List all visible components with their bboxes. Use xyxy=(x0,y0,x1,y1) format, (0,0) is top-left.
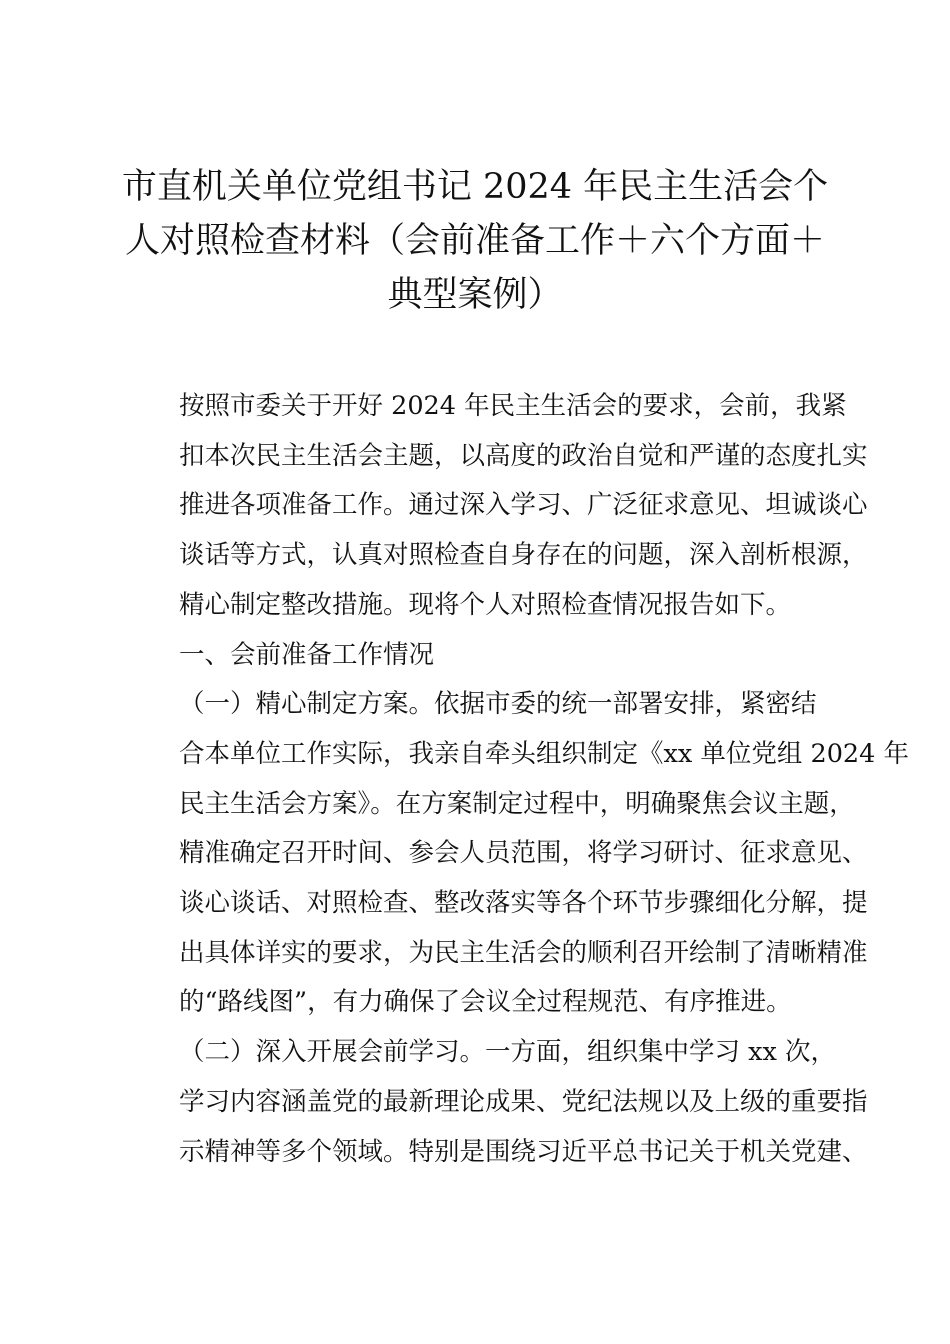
text-line: 扣本次民主生活会主题，以高度的政治自觉和严谨的态度扎实 xyxy=(179,440,868,471)
text-line: 谈话等方式，认真对照检查自身存在的问题，深入剖析根源， xyxy=(179,540,868,571)
text-line: （二）深入开展会前学习。一方面，组织集中学习 xx 次， xyxy=(179,1037,836,1068)
text-line: 学习内容涵盖党的最新理论成果、党纪法规以及上级的重要指 xyxy=(179,1086,868,1117)
subsection-paragraph-plan xyxy=(128,680,909,1028)
text-line: 精心制定整改措施。现将个人对照检查情况报告如下。 xyxy=(179,589,792,620)
title-line: 市直机关单位党组书记 2024 年民主生活会个 xyxy=(121,167,829,207)
text-line: 精准确定召开时间、参会人员范围，将学习研讨、征求意见、 xyxy=(179,838,868,869)
text-line: 推进各项准备工作。通过深入学习、广泛征求意见、坦诚谈心 xyxy=(179,490,868,521)
section-heading xyxy=(128,631,834,681)
text-line: 合本单位工作实际，我亲自牵头组织制定《xx 单位党组 2024 年 xyxy=(179,738,909,769)
text-line: 谈心谈话、对照检查、整改落实等各个环节步骤细化分解，提 xyxy=(179,888,868,919)
text-line: 民主生活会方案》。在方案制定过程中，明确聚焦会议主题， xyxy=(179,788,855,819)
intro-paragraph xyxy=(128,382,868,631)
text-line: （一）精心制定方案。依据市委的统一部署安排，紧密结 xyxy=(179,689,817,720)
title-line: 典型案例） xyxy=(387,275,563,315)
text-line: 出具体详实的要求，为民主生活会的顺利召开绘制了清晰精准 xyxy=(179,937,868,968)
text-line: 的“路线图”，有力确保了会议全过程规范、有序推进。 xyxy=(179,987,792,1018)
document-title xyxy=(118,160,832,322)
text-line: 按照市委关于开好 2024 年民主生活会的要求，会前，我紧 xyxy=(179,391,847,421)
heading-text: 一、会前准备工作情况 xyxy=(179,639,435,670)
subsection-paragraph-study xyxy=(128,1028,868,1177)
title-line: 人对照检查材料（会前准备工作＋六个方面＋ xyxy=(124,221,825,261)
document-body xyxy=(128,382,909,1177)
text-line: 示精神等多个领域。特别是围绕习近平总书记关于机关党建、 xyxy=(179,1136,868,1167)
